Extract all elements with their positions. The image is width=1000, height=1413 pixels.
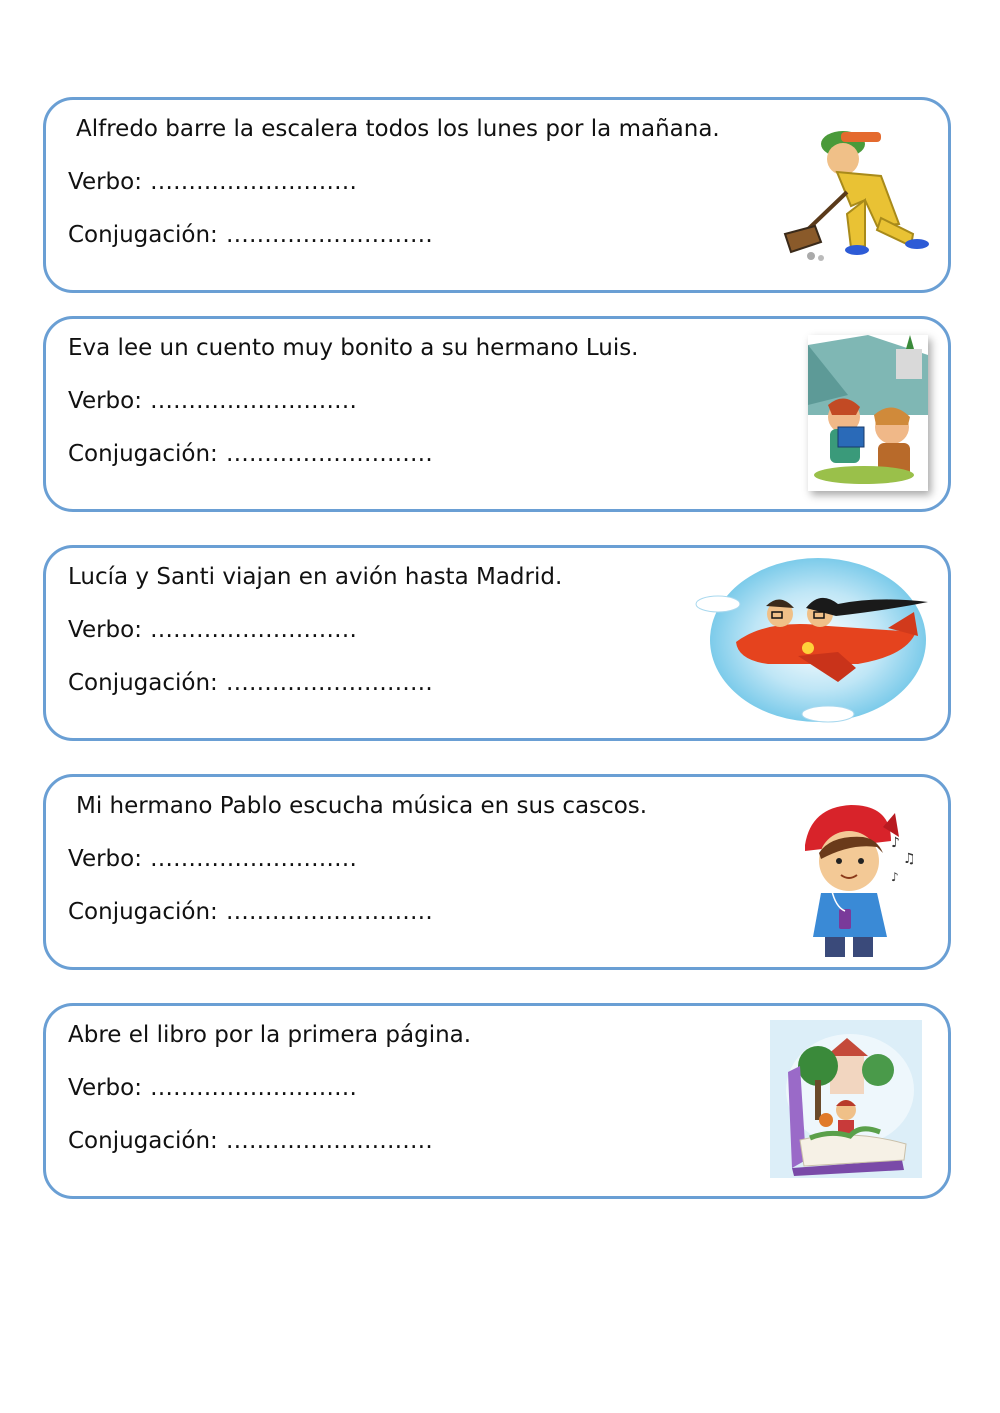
- verb-label: Verbo:: [68, 617, 142, 643]
- conjugation-label: Conjugación:: [68, 441, 218, 467]
- exercise-card-3: [43, 545, 951, 741]
- boy-sweeping-icon: [781, 114, 941, 274]
- sentence: Alfredo barre la escalera todos los lunes por la mañana.: [76, 116, 720, 142]
- verb-row: [68, 615, 357, 645]
- exercise-card-4: [43, 774, 951, 970]
- conjugation-label: Conjugación:: [68, 1128, 218, 1154]
- verb-answer-blank[interactable]: ………………………: [149, 388, 357, 414]
- verb-label: Verbo:: [68, 388, 142, 414]
- sentence: Lucía y Santi viajan en avión hasta Madrid.: [68, 564, 563, 590]
- conjugation-answer-blank[interactable]: ………………………: [225, 222, 433, 248]
- verb-row: [68, 386, 357, 416]
- verb-row: [68, 844, 357, 874]
- conjugation-answer-blank[interactable]: ………………………: [225, 670, 433, 696]
- verb-row: [68, 1073, 357, 1103]
- verb-label: Verbo:: [68, 169, 142, 195]
- conjugation-answer-blank[interactable]: ………………………: [225, 441, 433, 467]
- svg-text:♪: ♪: [891, 835, 900, 851]
- conjugation-row: [68, 668, 433, 698]
- conjugation-row: [68, 220, 433, 250]
- airplane-icon: [688, 556, 938, 728]
- sentence: Mi hermano Pablo escucha música en sus cascos.: [76, 793, 648, 819]
- exercise-card-2: [43, 316, 951, 512]
- exercise-card-5: [43, 1003, 951, 1199]
- conjugation-answer-blank[interactable]: ………………………: [225, 1128, 433, 1154]
- verb-label: Verbo:: [68, 1075, 142, 1101]
- exercise-card-1: [43, 97, 951, 293]
- sentence: Eva lee un cuento muy bonito a su hermano Luis.: [68, 335, 639, 361]
- verb-answer-blank[interactable]: ………………………: [149, 1075, 357, 1101]
- verb-label: Verbo:: [68, 846, 142, 872]
- conjugation-answer-blank[interactable]: ………………………: [225, 899, 433, 925]
- verb-answer-blank[interactable]: ………………………: [149, 846, 357, 872]
- conjugation-label: Conjugación:: [68, 899, 218, 925]
- svg-text:♫: ♫: [903, 851, 916, 867]
- conjugation-row: [68, 439, 433, 469]
- conjugation-label: Conjugación:: [68, 222, 218, 248]
- children-reading-icon: [808, 335, 928, 491]
- boy-headphones-icon: [791, 797, 921, 959]
- svg-text:♪: ♪: [891, 870, 899, 884]
- conjugation-row: [68, 897, 433, 927]
- verb-row: [68, 167, 357, 197]
- sentence: Abre el libro por la primera página.: [68, 1022, 472, 1048]
- conjugation-row: [68, 1126, 433, 1156]
- verb-answer-blank[interactable]: ………………………: [149, 617, 357, 643]
- storybook-icon: [770, 1020, 922, 1178]
- conjugation-label: Conjugación:: [68, 670, 218, 696]
- verb-answer-blank[interactable]: ………………………: [149, 169, 357, 195]
